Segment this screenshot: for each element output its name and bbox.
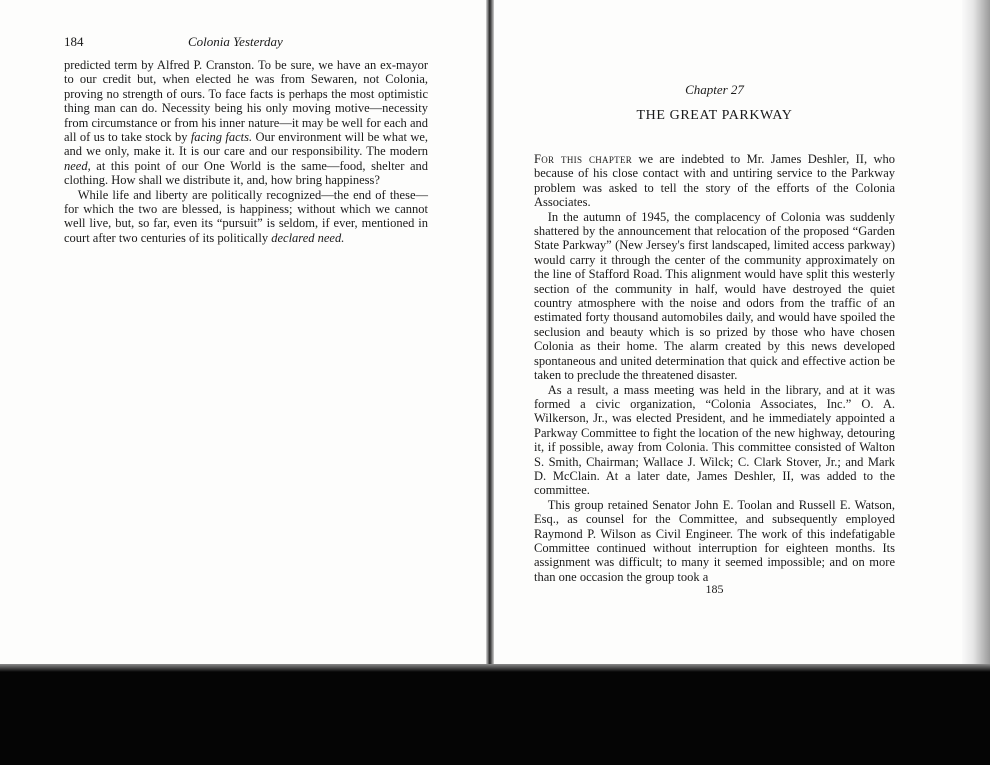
- right-page-body: [534, 152, 895, 584]
- right-paragraph-3: This group retained Senator John E. Toolan and Russell E. Watson, Esq., as counsel for the Committee, and subsequently employed Raymond P. Wilson as Civil Engineer. The work of this indefatigable Committee continued without interruption for eighteen months. Its assignment was difficult; to many it seemed impossible; and on more than one occasion the group took a: [534, 497, 895, 584]
- book-gutter: [486, 0, 494, 668]
- chapter-label: Chapter 27: [685, 82, 744, 97]
- right-page-number: 185: [705, 582, 724, 596]
- right-paragraph-2: As a result, a mass meeting was held in the library, and at it was formed a civic organization, “Colonia Associates, Inc.” O. A. Wilkerson, Jr., was elected President, and he immediately appointed a Parkway Committee to fight the location of the new highway, detouring it, if possible, away from Colonia. This committee consisted of Walton S. Smith, Chairman; Wallace J. Wilck; C. Clark Stover, Jr.; and Mark D. McClain. At a later date, James Deshler, II, was added to the committee.: [534, 382, 895, 498]
- chapter-title: THE GREAT PARKWAY: [636, 108, 793, 123]
- running-title: Colonia Yesterday: [188, 34, 283, 49]
- scanner-background: [0, 664, 990, 765]
- right-paragraph-1: In the autumn of 1945, the complacency of Colonia was suddenly shattered by the announcement that relocation of the proposed “Garden State Parkway” (New Jersey's first landscaped, limited access parkway) would carry it through the center of the community approximately on the line of Stafford Road. This alignment would have split this westerly section of the community in half, would have destroyed the quiet country atmosphere with the noise and odors from the traffic of an estimated forty thousand automobiles daily, and would have spoiled the seclusion and beauty which is so prized by those who have chosen Colonia as their home. The alarm created by this news developed spontaneous and united determination that quick and effective action be taken to preclude the threatened disaster.: [534, 209, 895, 383]
- running-head: [64, 34, 428, 50]
- left-page-number: 184: [64, 34, 84, 49]
- intro-paragraph: For this chapter we are indebted to Mr. James Deshler, II, who because of his close contact with and untiring service to the Parkway problem was asked to tell the story of the efforts of the Colonia Associates.: [534, 152, 895, 210]
- page-edge-shadow: [962, 0, 990, 668]
- left-paragraph-2: While life and liberty are politically recognized—the end of these—for which the two are blessed, is happiness; without which we cannot well live, but, so far, even its “pursuit” is seldom, if ever, mentioned in court after two centuries of its politically declared need.: [64, 187, 428, 245]
- left-paragraph-1: predicted term by Alfred P. Cranston. To be sure, we have an ex-mayor to our credit but, when elected he was from Sewaren, not Colonia, proving no strength of ours. To face facts is perhaps the most optimistic thing man can do. Necessity being his only moving motive—necessity from circumstance or from his inner nature—it may be well for each and all of us to take stock by facing facts. Our environment will be what we, and we only, make it. It is our care and our responsibility. The modern need, at this point of our One World is the same—food, shelter and clothing. How shall we distribute it, and, how bring happiness?: [64, 58, 429, 188]
- left-page-body: [64, 58, 428, 245]
